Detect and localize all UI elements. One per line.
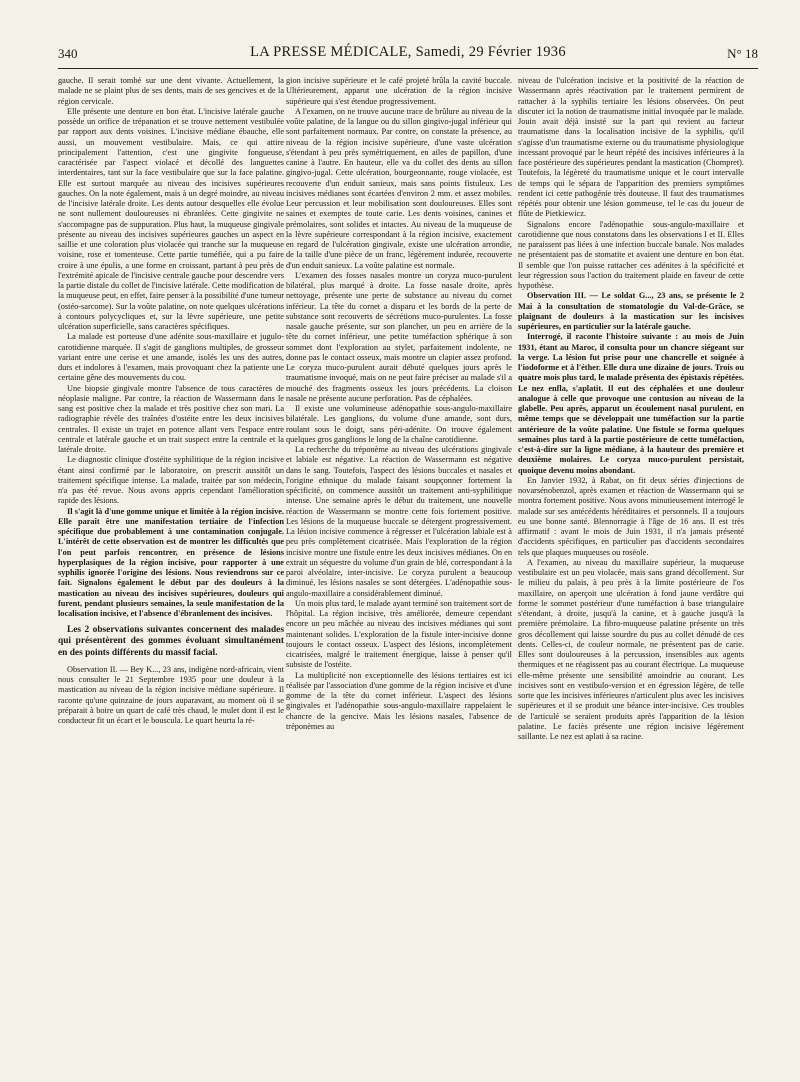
paragraph: Un mois plus tard, le malade ayant terminé son traitement sort de l'hôpital. La région incisive, très améliorée, demeure cependant encore un peu mâchée au niveau des incisives médianes qui sont maintenant solides. L'exploration de la fistule inter-incisive donne toujours le contact osseux. L'aspect des lésions, incomplètement cicatrisées, malgré le traitement énergique, laisse à penser qu'il subsiste de l'ostéite. (286, 598, 512, 670)
paragraph: Observation III. — Le soldat G..., 23 ans, se présente le 2 Mai à la consultation de stomatologie du Val-de-Grâce, se plaignant de douleurs à la mastication sur les incisives supérieures, en particulier sur la latérale gauche. (518, 291, 744, 331)
paragraph: Le diagnostic clinique d'ostéite syphilitique de la région incisive étant ainsi confirmé par le laboratoire, on prescrit aussitôt un traitement spécifique intense. La malade, traitée par son médecin, n'a pas été revue. Nous avons appris cependant l'amélioration rapide des lésions. (58, 455, 284, 506)
paragraph: niveau de l'ulcération incisive et la positivité de la réaction de Wassermann après réactivation par le traitement permirent de rattacher à la syphilis tertiaire les lésions observées. On peut discuter ici la notion de traumatisme initial invoquée par le malade. Jouin avait déjà insisté sur la part qui revient au facteur traumatisme dans la localisation incisive de la syphilis, qu'il s'agisse d'un traumatisme externe ou du traumatisme physiologique incessant provoqué par le heurt répété des incisives inférieures à la face postérieure des supérieures pendant la mastication (Chompret). Toutefois, la légèreté du traumatisme unique et le court intervalle de temps qui le sépara de l'apparition des premiers symptômes rendent ici cette pathogénie très douteuse. Il faut des traumatismes répétés pour obtenir une lésion gommeuse, tel le cas du joueur de flûte de Pietkiewicz. (518, 76, 744, 219)
paragraph: Observation II. — Bey K..., 23 ans, indigène nord-africain, vient nous consulter le 21 Septembre 1935 pour une douleur à la mastication au niveau de la région incisive médiane supérieure. Il raconte qu'une quinzaine de jours auparavant, au moment où il se préparait à boire un quart de café très chaud, le mulet dont il est le conducteur fit un écart et le bouscula. Le quart heurta la ré- (58, 664, 284, 726)
text-column-1 (58, 76, 284, 1076)
paragraph: Une biopsie gingivale montre l'absence de tous caractères de néoplasie maligne. Par contre, la réaction de Wassermann dans le sang est positive chez la malade et très positive chez son mari. La radiographie révèle des traînées d'ostéite entre les deux incisives centrales. Il existe un trajet en potence allant vers l'espace entre centrale et latérale gauche et un trait suspect entre la centrale et la latérale droite. (58, 383, 284, 454)
paragraph: A l'examen, au niveau du maxillaire supérieur, la muqueuse vestibulaire est un peu violacée, mais sans grand décollement. Sur le milieu du palais, à peu près à la limite postérieure de l'os maxillaire, on aperçoit une ulcération à fond jaune verdâtre qui forme le sommet postérieur d'une tuméfaction à base triangulaire s'étendant, à droite, jusqu'à la canine, et à gauche jusqu'à la première prémolaire. La fibro-muqueuse palatine présente un très gros décollement qui laisse sourdre du pus au collet dénudé de ces dents. Celles-ci, de couleur normale, ne présentent pas de carie. Elles sont douloureuses à la percussion, insensibles aux agents thermiques et ne réagissent pas au courant électrique. La muqueuse elle-même présente une sensibilité amoindrie au courant. Les incisives sont en vestibulo-version et en égression légère, de telle sorte que les incisives inférieures n'articulent plus avec les incisives supérieures et il se produit une béance inter-incisive. Ces troubles de l'articulé se seraient produits après l'apparition de la lésion palatine. Le faciès présente une région incisive légèrement saillante. Le nez est aplati à sa racine. (518, 557, 744, 741)
paragraph: Signalons encore l'adénopathie sous-angulo-maxillaire et carotidienne que nous constatons dans les observations I et II. Elles ne paraissent pas liées à une infection buccale banale. Nos malades ne présentaient pas de stomatite et avaient une denture en bon état. Il semble que l'on puisse rattacher ces adénites à la spécificité et leur régression sous l'action du traitement plaide en faveur de cette hypothèse. (518, 219, 744, 290)
journal-title: LA PRESSE MÉDICALE, Samedi, 29 Février 1936 (250, 44, 566, 60)
paragraph: La malade est porteuse d'une adénite sous-maxillaire et jugulo-carotidienne marquée. Il s'agit de ganglions multiples, de grosseur variant entre une cerise et une amande, isolés les uns des autres, durs et indolores à l'examen, mais provoquant chez la patiente une certaine gêne des mouvements du cou. (58, 332, 284, 383)
page-number: 340 (58, 46, 78, 61)
paragraph: A l'examen, on ne trouve aucune trace de brûlure au niveau de la voûte palatine, de la langue ou du sillon gingivo-jugal inférieur qui sont parfaitement normaux. Par contre, on constate la présence, au niveau de la région incisive supérieure, d'une vaste ulcération s'étendant à peu près symétriquement, en ailes de papillon, d'une canine à l'autre. En hauteur, elle va du collet des dents au sillon gingivo-jugal. Cette ulcération, bourgeonnante, rouge violacée, est recouverte d'un enduit sanieux, mais sans points fistuleux. Les incisives médianes sont écartées d'environ 2 mm. et assez mobiles. Leur percussion et leur mobilisation sont douloureuses. Elles sont saines et exemptes de toute carie. Les dents voisines, canines et prémolaires, sont solides et intactes. Au niveau de la muqueuse de la lèvre supérieure correspondant à la région incisive, exactement en regard de l'ulcération gingivale, existe une ulcération arrondie, de la taille d'une pièce de un franc, légèrement indurée, recouverte d'un enduit sanieux. La voûte palatine est normale. (286, 106, 512, 270)
issue-number: N° 18 (727, 46, 758, 61)
paragraph: L'examen des fosses nasales montre un coryza muco-purulent bilatéral, plus marqué à droite. La fosse nasale droite, après nettoyage, présente une perte de substance au niveau du cornet inférieur. La tête du cornet a disparu et les bords de la perte de substance sont recouverts de sécrétions muco-purulentes. La fosse nasale gauche présente, sur son plancher, un peu en arrière de la tête du cornet inférieur, une petite tuméfaction sphérique à son sommet dont l'exploration au stylet, parfaitement indolente, ne donne pas le contact osseux, mais montre un clapier assez profond. Le coryza muco-purulent aurait débuté quelques jours après le traumatisme invoqué, mais on ne peut faire préciser au malade s'il a mouché des fragments osseux les jours précédents. La cloison nasale ne présente aucune perforation. Pas de céphalées. (286, 270, 512, 403)
paragraph: Il existe une volumineuse adénopathie sous-angulo-maxillaire bilatérale. Les ganglions, du volume d'une amande, sont durs, roulant sous le doigt, sans péri-adénite. On trouve également quelques gros ganglions le long de la chaîne carotidienne. (286, 404, 512, 444)
page-header (58, 44, 758, 69)
text-column-3 (518, 76, 744, 1076)
paragraph: Interrogé, il raconte l'histoire suivante : au mois de Juin 1931, étant au Maroc, il consulta pour un chancre siégeant sur la verge. La lésion fut prise pour une chancrelle et soignée à l'iodoforme et à l'éther. Elle dura une dizaine de jours. Trois ou quatre mois plus tard, le malade présenta des épistaxis répétées. Le nez enfla, s'aplatit. Il eut des céphalées et une douleur analogue à celle que provoque une contusion au niveau de la glabelle. Peu après, apparut un écoulement nasal purulent, en même temps que se développait une tuméfaction sur la partie antérieure de la voûte palatine. Une fistule se forma quelques semaines plus tard à la partie postérieure de cette tuméfaction, c'est-à-dire sur la ligne médiane, à la hauteur des première et deuxième molaires. Le coryza muco-purulent persistait, quoique devenu moins abondant. (518, 332, 744, 475)
paragraph: gion incisive supérieure et le café projeté brûla la cavité buccale. Ultérieurement, apparut une ulcération de la région incisive supérieure qui s'est étendue progressivement. (286, 76, 512, 106)
paragraph: Il s'agit là d'une gomme unique et limitée à la région incisive. Elle paraît être une manifestation tertiaire de l'infection spécifique due probablement à une contamination conjugale. L'intérêt de cette observation est de montrer les difficultés que l'on peut parfois rencontrer, en présence de lésions hyperplasiques de la région incisive, pour rapporter à une syphilis ignorée l'origine des lésions. Nous reviendrons sur ce fait. Signalons également le début par des douleurs à la mastication au niveau des incisives supérieures, douleurs qui furent, pendant plusieurs semaines, la seule manifestation de la localisation incisive, et l'absence d'ébranlement des incisives. (58, 506, 284, 618)
paragraph: La recherche du tréponème au niveau des ulcérations gingivale et labiale est négative. La réaction de Wassermann est négative dans le sang. Toutefois, l'aspect des lésions buccales et nasales et l'origine ethnique du malade faisant soupçonner fortement la spécificité, on commence aussitôt un traitement anti-syphilitique intense. Une semaine après le début du traitement, une nouvelle réaction de Wassermann se montre cette fois fortement positive. Les lésions de la muqueuse buccale se détergent progressivement. La lésion incisive commence à régresser et l'ulcération labiale est à peu près complètement cicatrisée. Mais l'exploration de la région incisive montre une fistule entre les deux incisives médianes. On en extrait un séquestre du volume d'un grain de blé, correspondant à la paroi alvéolaire, inter-incisive. Le coryza purulent a beaucoup diminué, les lésions nasales se sont détergées. L'adénopathie sous-angulo-maxillaire a considérablement diminué. (286, 445, 512, 598)
text-column-2 (286, 76, 512, 1076)
paragraph: gauche. Il serait tombé sur une dent vivante. Actuellement, la malade ne se plaint plus de ses dents, mais de ses gencives et de la région cervicale. (58, 76, 284, 106)
paragraph: Les 2 observations suivantes concernent des malades qui présentèrent des gommes évoluant simultanément en des points différents du massif facial. (58, 625, 284, 658)
paragraph: Elle présente une denture en bon état. L'incisive latérale gauche possède un orifice de trépanation et se trouve nettement vestibulée par rapport aux dents voisines. L'incisive médiane ébauche, elle aussi, un mouvement vestibulaire. Mais, ce qui attire principalement l'attention, c'est une gingivite fongueuse, caractérisée par l'aspect violacé et décollé des languettes interdentaires, tant sur la face vestibulaire que sur la face palatine. Elle est surtout marquée au niveau des incisives supérieures gauches. On la note également, mais à un degré moindre, au niveau de l'incisive latérale droite. Les dents autour desquelles elle évolue ne sont nullement douloureuses ni ébranlées. Cette gingivite ne s'accompagne pas de suppuration. Plus haut, la muqueuse gingivale présente au niveau des incisives supérieures gauches un aspect en saillie et une coloration plus violacée qui tranche sur la muqueuse voisine, rose et tomenteuse. Cette partie tuméfiée, qui a pu faire croire à une épulis, a une forme en croissant, partant à peu près de l'extrémité apicale de l'incisive centrale gauche pour descendre vers la partie distale du collet de l'incisive latérale. Cette modification de la muqueuse peut, en effet, faire penser à la possibilité d'une tumeur (ostéo-sarcome). Sur la voûte palatine, on note quelques ulcérations à contours polycycliques et, sur la lèvre supérieure, une petite ulcération superficielle, sans caractères spécifiques. (58, 106, 284, 331)
paragraph: La multiplicité non exceptionnelle des lésions tertiaires est ici réalisée par l'association d'une gomme de la région incisive et d'une gomme de la tête du cornet inférieur. L'aspect des lésions gingivales et l'adénopathie sous-angulo-maxillaire rappelaient le chancre de la gencive. Mais les lésions nasales, l'absence de tréponèmes au (286, 670, 512, 731)
paragraph: En Janvier 1932, à Rabat, on fit deux séries d'injections de novarsénobenzol, après examen et réaction de Wassermann qui se montra fortement positive. Nous avons minutieusement interrogé le malade sur ses antécédents héréditaires et personnels. Il a toujours eu une bonne santé. Blennorragie à l'âge de 16 ans. Il est très affirmatif : avant le mois de Juin 1931, il n'a jamais présenté d'accidents spécifiques, en particulier pas d'accidents secondaires tels que plaques muqueuses ou roséole. (518, 475, 744, 557)
